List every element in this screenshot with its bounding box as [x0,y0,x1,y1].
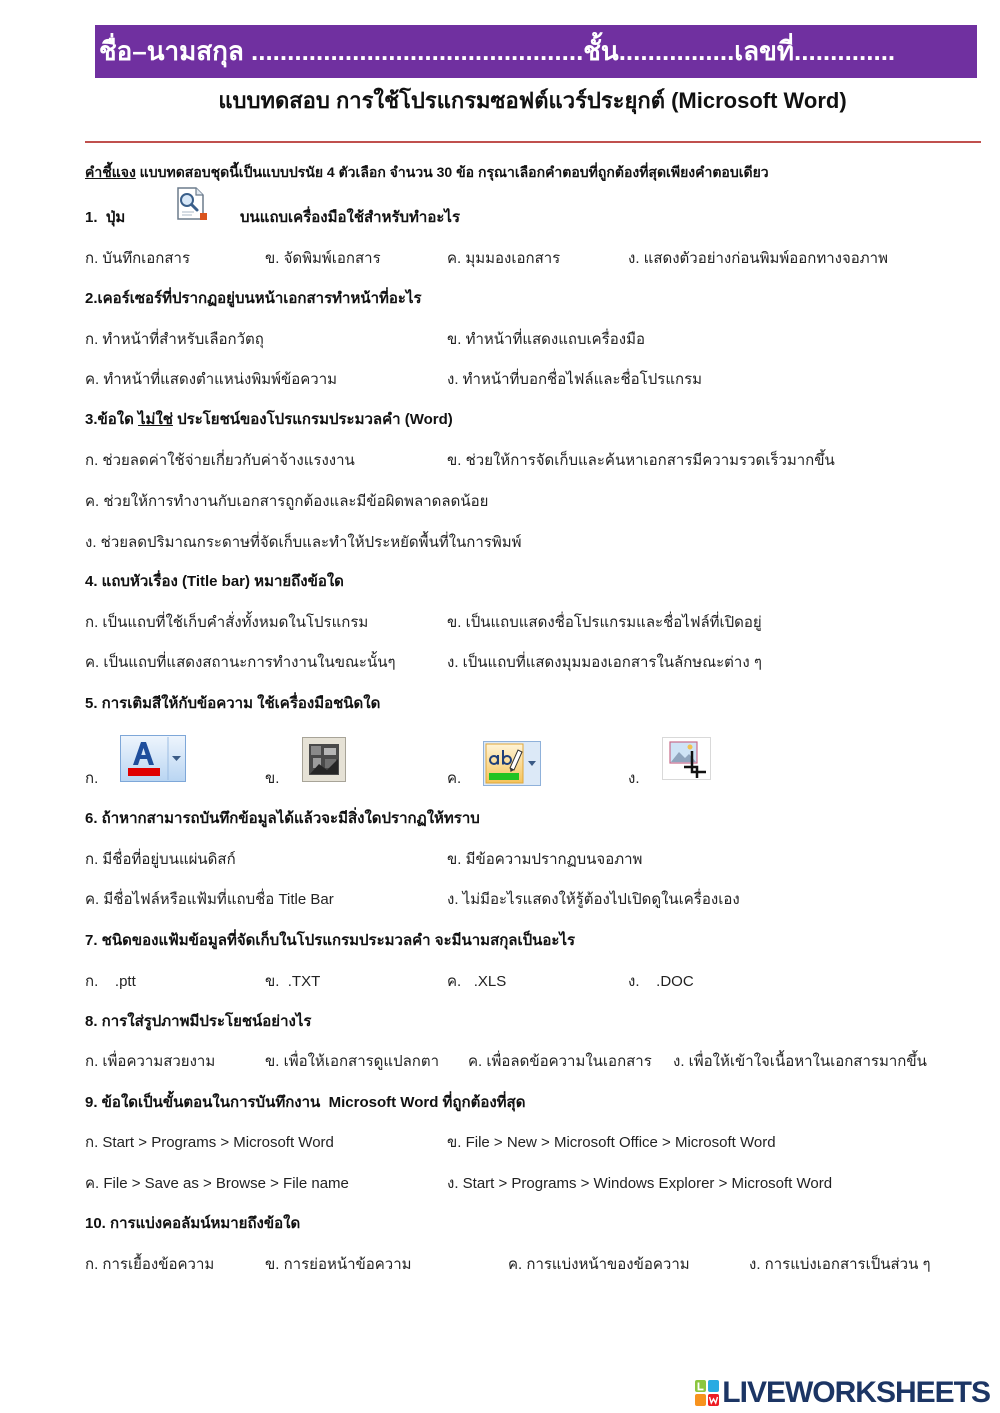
crop-picture-icon[interactable] [662,737,711,780]
q4-option-b[interactable]: ข. เป็นแถบแสดงชื่อโปรแกรมและชื่อไฟล์ที่เปิดอยู่ [447,614,762,631]
q3-text-underlined: ไม่ใช่ [138,411,173,428]
q3-option-c[interactable]: ค. ช่วยให้การทำงานกับเอกสารถูกต้องและมีข้อผิดพลาดลดน้อย [85,493,489,510]
q1-text-after-icon: บนแถบเครื่องมือใช้สำหรับทำอะไร [240,209,461,226]
q2-option-a[interactable]: ก. ทำหน้าที่สำหรับเลือกวัตถุ [85,331,264,348]
q3-text-before: 3.ข้อใด [85,411,139,428]
worksheet-title: แบบทดสอบ การใช้โปรแกรมซอฟต์แวร์ประยุกต์ (Microsoft Word) [218,88,847,113]
highlight-color-icon[interactable] [483,741,541,786]
q1-text-before-icon: 1. ปุ่ม [85,209,126,226]
q4-option-c[interactable]: ค. เป็นแถบที่แสดงสถานะการทำงานในขณะนั้นๆ [85,654,396,671]
q7-option-a[interactable]: ก. .ptt [85,973,136,990]
liveworksheets-logo-text: LIVEWORKSHEETS [722,1376,990,1409]
green-color-bar [489,773,519,780]
q10-option-b[interactable]: ข. การย่อหน้าข้อความ [265,1256,412,1273]
q3-option-d[interactable]: ง. ช่วยลดปริมาณกระดาษที่จัดเก็บและทำให้ประหยัดพื้นที่ในการพิมพ์ [85,534,522,551]
q3-option-b[interactable]: ข. ช่วยให้การจัดเก็บและค้นหาเอกสารมีความรวดเร็วมากขึ้น [447,452,835,469]
q10-option-d[interactable]: ง. การแบ่งเอกสารเป็นส่วน ๆ [749,1256,931,1273]
red-color-bar [128,768,160,776]
q9-option-b[interactable]: ข. File > New > Microsoft Office > Microsoft Word [447,1134,776,1151]
q5-option-d-label[interactable]: ง. [628,770,640,787]
q7-option-c[interactable]: ค. .XLS [447,973,507,990]
q10-option-a[interactable]: ก. การเยื้องข้อความ [85,1256,215,1273]
q2-option-c[interactable]: ค. ทำหน้าที่แสดงตำแหน่งพิมพ์ข้อความ [85,371,338,388]
q4-option-d[interactable]: ง. เป็นแถบที่แสดงมุมมองเอกสารในลักษณะต่าง ๆ [447,654,762,671]
q4-text: 4. แถบหัวเรื่อง (Title bar) หมายถึงข้อใด [85,573,344,590]
q9-option-a[interactable]: ก. Start > Programs > Microsoft Word [85,1134,334,1151]
q8-option-b[interactable]: ข. เพื่อให้เอกสารดูแปลกตา [265,1053,440,1070]
q8-option-d[interactable]: ง. เพื่อให้เข้าใจเนื้อหาในเอกสารมากขึ้น [673,1053,927,1070]
liveworksheets-logo[interactable] [695,1377,990,1409]
q9-option-c[interactable]: ค. File > Save as > Browse > File name [85,1175,349,1192]
name-class-number-bar [95,25,977,78]
q10-option-c[interactable]: ค. การแบ่งหน้าของข้อความ [508,1256,690,1273]
q1-option-a[interactable]: ก. บันทึกเอกสาร [85,250,191,267]
q9-text: 9. ข้อใดเป็นขั้นตอนในการบันทึกงาน Microsoft Word ที่ถูกต้องที่สุด [85,1094,526,1111]
q6-option-d[interactable]: ง. ไม่มีอะไรแสดงให้รู้ต้องไปเปิดดูในเครื่องเอง [447,891,740,908]
q5-option-b-label[interactable]: ข. [265,770,280,787]
title-divider [85,141,981,143]
q7-option-d[interactable]: ง. .DOC [628,973,694,990]
q2-option-b[interactable]: ข. ทำหน้าที่แสดงแถบเครื่องมือ [447,331,645,348]
q9-option-d[interactable]: ง. Start > Programs > Windows Explorer > Microsoft Word [447,1175,833,1192]
q8-text: 8. การใส่รูปภาพมีประโยชน์อย่างไร [85,1013,312,1030]
q3-text-after: ประโยชน์ของโปรแกรมประมวลคำ (Word) [172,411,453,428]
q7-option-b[interactable]: ข. .TXT [265,973,321,990]
q8-option-c[interactable]: ค. เพื่อลดข้อความในเอกสาร [468,1053,652,1070]
instructions-label: คำชี้แจง [85,164,136,180]
q1-option-b[interactable]: ข. จัดพิมพ์เอกสาร [265,250,381,267]
q6-text: 6. ถ้าหากสามารถบันทึกข้อมูลได้แล้วจะมีสิ่งใดปรากฏให้ทราบ [85,810,480,827]
q3-text [85,409,453,431]
font-color-icon[interactable] [120,735,186,782]
q6-option-a[interactable]: ก. มีชื่อที่อยู่บนแผ่นดิสก์ [85,851,236,868]
liveworksheets-logo-icon [695,1380,719,1406]
q8-option-a[interactable]: ก. เพื่อความสวยงาม [85,1053,216,1070]
q10-text: 10. การแบ่งคอลัมน์หมายถึงข้อใด [85,1215,301,1232]
q5-option-c-label[interactable]: ค. [447,770,462,787]
q6-option-c[interactable]: ค. มีชื่อไฟล์หรือแฟ้มที่แถบชื่อ Title Bar [85,891,334,908]
q4-option-a[interactable]: ก. เป็นแถบที่ใช้เก็บคำสั่งทั้งหมดในโปรแกรม [85,614,369,631]
print-preview-icon [172,186,212,222]
q5-text: 5. การเติมสีให้กับข้อความ ใช้เครื่องมือชนิดใด [85,695,381,712]
q5-option-a-label[interactable]: ก. [85,770,99,787]
q7-text: 7. ชนิดของแฟ้มข้อมูลที่จัดเก็บในโปรแกรมประมวลคำ จะมีนามสกุลเป็นอะไร [85,932,576,949]
q2-option-d[interactable]: ง. ทำหน้าที่บอกชื่อไฟล์และชื่อโปรแกรม [447,371,703,388]
name-class-number-line: ชื่อ–นามสกุล ..............................................ชั้น................เลขที่.............. [99,36,896,66]
q6-option-b[interactable]: ข. มีข้อความปรากฏบนจอภาพ [447,851,643,868]
q2-text: 2.เคอร์เซอร์ที่ปรากฏอยู่บนหน้าเอกสารทำหน้าที่อะไร [85,290,422,307]
q1-option-c[interactable]: ค. มุมมองเอกสาร [447,250,561,267]
instructions-text: แบบทดสอบชุดนี้เป็นแบบปรนัย 4 ตัวเลือก จำนวน 30 ข้อ กรุณาเลือกคำตอบที่ถูกต้องที่สุดเพียงคำตอบเดียว [135,164,769,180]
q3-option-a[interactable]: ก. ช่วยลดค่าใช้จ่ายเกี่ยวกับค่าจ้างแรงงาน [85,452,355,469]
grayscale-picture-icon[interactable] [302,737,346,782]
instructions [85,162,769,182]
q1-option-d[interactable]: ง. แสดงตัวอย่างก่อนพิมพ์ออกทางจอภาพ [628,250,888,267]
